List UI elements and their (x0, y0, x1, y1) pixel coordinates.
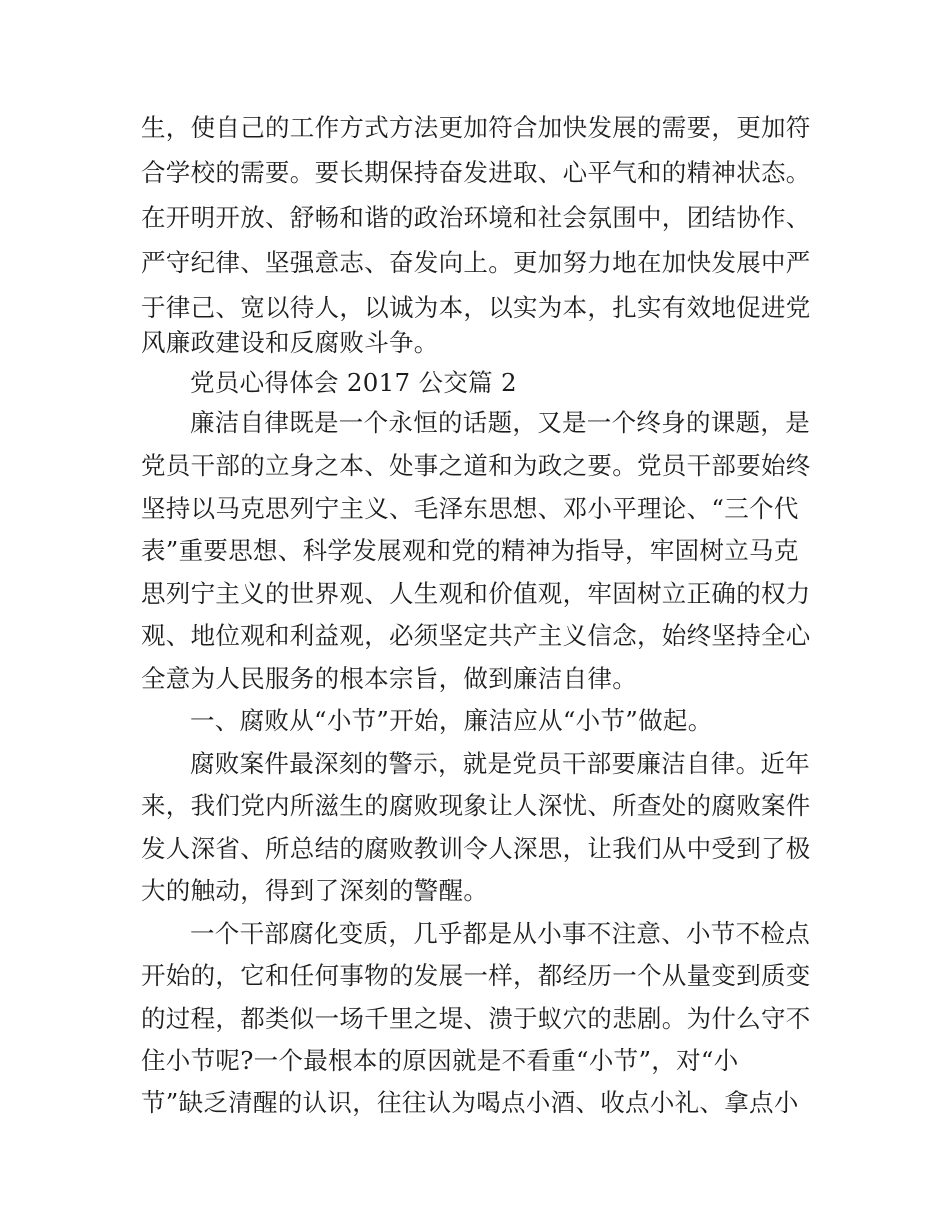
text-line: 腐败案件最深刻的警示，就是党员干部要廉洁自律。近年 (190, 749, 810, 778)
text-line: 发人深省、所总结的腐败教训令人深思，让我们从中受到了极 (141, 834, 811, 863)
text-line: 大的触动，得到了深刻的警醒。 (141, 876, 489, 905)
text-line: 于律己、宽以待人，以诚为本，以实为本，扎实有效地促进党 (141, 293, 811, 322)
text-line: 来，我们党内所滋生的腐败现象让人深忧、所查处的腐败案件 (141, 791, 811, 820)
text-line: 观、地位观和利益观，必须坚定共产主义信念，始终坚持全心 (141, 621, 811, 650)
text-line: 节”缺乏清醒的认识，往往认为喝点小酒、收点小礼、拿点小 (141, 1088, 799, 1117)
text-line: 生，使自己的工作方式方法更加符合加快发展的需要，更加符 (141, 113, 811, 142)
text-line: 在开明开放、舒畅和谐的政治环境和社会氛围中，团结协作、 (141, 203, 811, 232)
text-line: 思列宁主义的世界观、人生观和价值观，牢固树立正确的权力 (141, 579, 811, 608)
text-line: 风廉政建设和反腐败斗争。 (141, 328, 439, 357)
text-line: 开始的，它和任何事物的发展一样，都经历一个从量变到质变 (141, 961, 811, 990)
text-line: 的过程，都类似一场千里之堤、溃于蚁穴的悲剧。为什么守不 (141, 1004, 811, 1033)
text-line: 坚持以马克思列宁主义、毛泽东思想、邓小平理论、“三个代 (141, 494, 799, 523)
text-line: 全意为人民服务的根本宗旨，做到廉洁自律。 (141, 664, 637, 693)
text-line: 住小节呢?一个最根本的原因就是不看重“小节”，对“小 (141, 1046, 739, 1075)
text-line: 廉洁自律既是一个永恒的话题，又是一个终身的课题，是 (190, 408, 810, 437)
text-line: 合学校的需要。要长期保持奋发进取、心平气和的精神状态。 (141, 158, 811, 187)
text-line: 严守纪律、坚强意志、奋发向上。更加努力地在加快发展中严 (141, 248, 811, 277)
subsection-heading: 一、腐败从“小节”开始，廉洁应从“小节”做起。 (190, 706, 713, 735)
text-line: 一个干部腐化变质，几乎都是从小事不注意、小节不检点 (190, 919, 810, 948)
text-line: 表”重要思想、科学发展观和党的精神为指导，牢固树立马克 (141, 536, 799, 565)
section-heading: 党员心得体会 2017 公交篇 2 (190, 368, 517, 397)
text-line: 党员干部的立身之本、处事之道和为政之要。党员干部要始终 (141, 451, 811, 480)
